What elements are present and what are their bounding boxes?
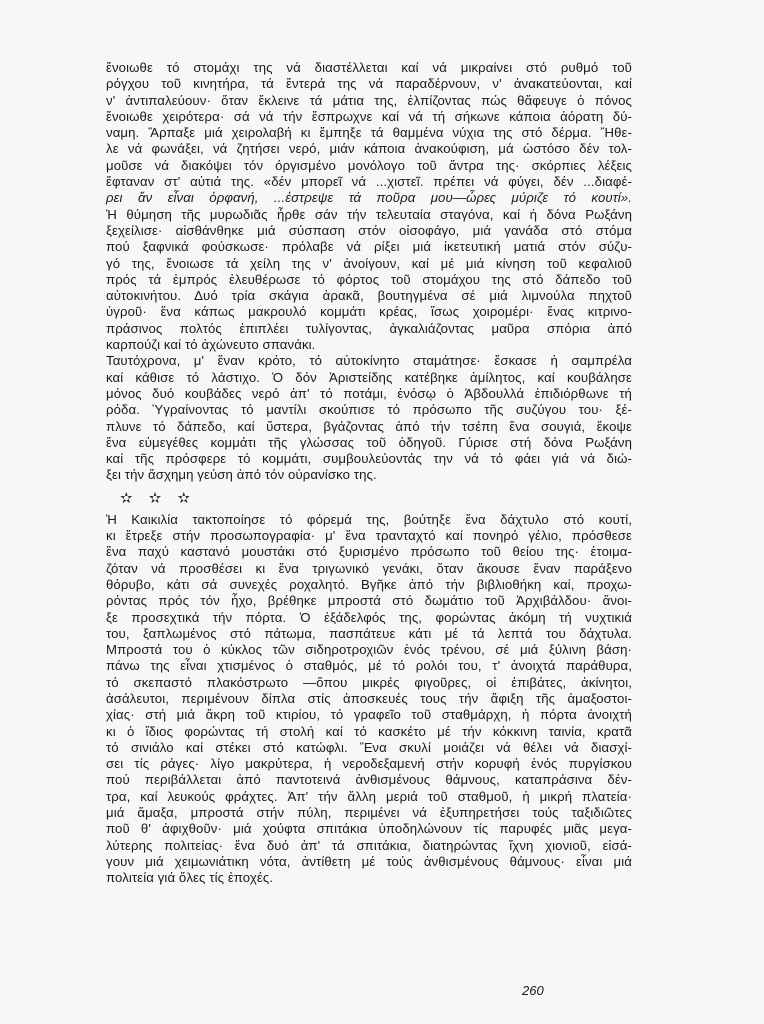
text-line: Μπροστά του ὁ κύκλος τῶν σιδηροτροχιῶν ἑνός τρένου, σέ μιά ξύλινη βάση· [106, 642, 632, 658]
text-line: καί τῆς πρόσφερε τό κομμάτι, συμβουλεύοντάς την νά τό φάει γιά νά διώ- [106, 451, 632, 467]
text-line: αὐτοκινήτου. Δυό τρία σκάγια ἀρακᾶ, βουτηγμένα σέ μιά λιμνούλα πηχτοῦ [106, 288, 632, 304]
text-line: γουν μιά χειμωνιάτικη νότα, ἀντίθετη μέ τούς ἀνθισμένους θάμνους· εἶναι μιά [106, 853, 632, 869]
text-line: ἔφταναν στ' αὐτιά της. «δέν μπορεῖ νά ...χιστεῖ. πρέπει νά φύγει, δέν ...διαφέ- [106, 174, 632, 190]
text-line: τό σκεπαστό πλακόστρωτο —ὅπου μικρές φιγοῦρες, οἱ ἐπιβάτες, ἀκίνητοι, [106, 674, 632, 690]
text-line: πάνω της εἶναι χτισμένος ὁ σταθμός, μέ τό ρολόι του, τ' ἀνοιχτά παράθυρα, [106, 658, 632, 674]
text-line: πολιτεία γιά ὅλες τίς ἐποχές. [106, 870, 274, 886]
text-line: Ἡ θύμηση τῆς μυρωδιᾶς ἦρθε σάν τήν τελευταία σταγόνα, καί ἡ δόνα Ρωξάνη [106, 206, 632, 222]
page-number: 260 [522, 983, 544, 998]
section-break-stars: ✫ ✫ ✫ [120, 489, 197, 507]
text-line: ἕνα παχύ καστανό μουστάκι στό ξυρισμένο πρόσωπο τοῦ θείου της· ἑτοιμα- [106, 544, 632, 560]
text-line: ρόγχου τοῦ κινητήρα, τά ἔντερά της νά παραδέρνουν, ν' ἀνακατεύονται, καί [106, 76, 632, 92]
text-line: τρα, καί λευκούς φράχτες. Ἀπ' τήν ἄλλη μεριά τοῦ σταθμοῦ, ἡ μικρή πλατεία· [106, 788, 632, 804]
text-line: ἀσάλευτοι, περιμένουν δίπλα στίς ἀποσκευές τους τήν ἄφιξη τῆς ἁμαξοστοι- [106, 690, 632, 706]
text-line: πρός τά ἐμπρός ἐλευθέρωσε τό φόρτος τοῦ στομάχου της στό δάπεδο τοῦ [106, 271, 632, 287]
text-line: πράσινος πολτός ἐπιπλέει τυλίγοντας, ἀγκαλιάζοντας μαῦρα σπόρια ἀπό [106, 320, 632, 336]
text-line: θόρυβο, κάτι σά συνεχές ροχαλητό. Βγῆκε ἀπό τήν βιβλιοθήκη καί, προχω- [106, 576, 632, 592]
text-line: μόνος δυό κουβάδες νερό ἀπ' τό ποτάμι, ἐνόσῳ ὁ Ἀβδουλλά ἐπιδιόρθωνε τή [106, 385, 632, 401]
text-line: ἕνα εὐμεγέθες κομμάτι τῆς γλώσσας τοῦ ὁδηγοῦ. Γύρισε στή δόνα Ρωξάνη [106, 434, 632, 450]
text-line: ποῦ θ' ἀφιχθοῦν· μιά χούφτα σπιτάκια ὑποδηλώνουν τίς παρυφές μιᾶς μεγα- [106, 821, 632, 837]
text-block [106, 60, 632, 887]
text-line: πού ξαφνικά φούσκωσε· πρόλαβε νά ρίξει μιά ἱκετευτική ματιά στόν σύζυ- [106, 239, 632, 255]
text-line: λε νά φωνάξει, νά ζητήσει νερό, μιάν κάποια ἀνακούφιση, μά ὡστόσο δέν τολ- [106, 141, 632, 157]
text-line: κι ἔτρεξε στήν προσωπογραφία· μ' ἕνα τρανταχτό καί πονηρό γέλιο, πρόσθεσε [106, 528, 632, 544]
text-line: ξει τήν ἄσχημη γεύση ἀπό τόν οὐρανίσκο της. [106, 467, 377, 483]
text-line: κι ὁ ἴδιος φορώντας τή στολή καί τό κασκέτο μέ τήν κόκκινη ταινία, κρατᾶ [106, 723, 632, 739]
text-line: καρπούζι καί τό ἀχώνευτο σπανάκι. [106, 337, 316, 353]
text-line: λύτερης πολιτείας· ἕνα δυό ἀπ' τά σπιτάκια, διατηρώντας ἴχνη χιονιοῦ, εἰσά- [106, 837, 632, 853]
text-line: μοῦσε νά διακόψει τόν όργισμένο μονόλογο τοῦ ἄντρα της· σκόρπιες λέξεις [106, 157, 632, 173]
text-line: Ταυτόχρονα, μ' ἕναν κρότο, τό αὐτοκίνητο σταμάτησε· ἔσκασε ἡ σαμπρέλα [106, 353, 632, 369]
text-line: ναμη. Ἅρπαξε μιά χειρολαβή κι ἔμπηξε τά θαμμένα νύχια της στό δέρμα. Ἤθε- [106, 125, 632, 141]
text-line: ρει ἄν εἶναι ὀρφανή, ...ἐστρεψε τά ποῦρα μου—ὧρες μύριζε τό κουτί». [106, 190, 632, 206]
text-line: καί κάθισε τό λάστιχο. Ὁ δόν Ἀριστείδης κατέβηκε ἀμίλητος, καί κουβάλησε [106, 369, 632, 385]
text-line: ζόταν νά προσθέσει κι ἕνα τριγωνικό γενάκι, ὅταν ἄκουσε ἕναν παράξενο [106, 560, 632, 576]
text-line: χίας· στή μιά ἄκρη τοῦ κτιρίου, τό γραφεῖο τοῦ σταθμάρχη, ἡ πόρτα ἀνοιχτή [106, 707, 632, 723]
text-line: ἔνοιωθε τό στομάχι της νά διαστέλλεται καί νά μικραίνει στό ρυθμό τοῦ [106, 60, 632, 75]
text-line: ἔνοιωθε χειρότερα· σά νά τήν ἔσπρωχνε καί νά τή σήκωνε κάποια ἀόρατη δύ- [106, 108, 632, 124]
paragraph-2 [106, 353, 632, 483]
text-line: πού περιβάλλεται ἀπό παντοτεινά ἀνθισμένους θάμνους, καταπράσινα δέν- [106, 772, 632, 788]
text-line: ρόντας πρός τόν ἦχο, βρέθηκε μπροστά στό δωμάτιο τοῦ Ἀρχιβάλδου· ἄνοι- [106, 593, 632, 609]
text-line: ν' ἀντιπαλεύουν· ὅταν ἔκλεινε τά μάτια της, ἐλπίζοντας πώς θἄφευγε ὁ πόνος [106, 92, 632, 108]
text-line: σει τίς ράγες· λίγο μακρύτερα, ἡ νεροδεξαμενή στήν κορυφή ἑνός πυργίσκου [106, 756, 632, 772]
text-line: ξε προσεχτικά τήν πόρτα. Ὁ ἐξάδελφός της, φορώντας ἀκόμη τή νυχτικιά [106, 609, 632, 625]
text-line: του, ξαπλωμένος στό πάτωμα, πασπάτευε κάτι μέ τά λεπτά του δάχτυλα. [106, 625, 632, 641]
text-line: πλυνε τό δάπεδο, καί ὕστερα, βγάζοντας ἀπό τήν τσέπη ἕνα σουγιά, ἔκοψε [106, 418, 632, 434]
text-line: ρόδα. Ὑγραίνοντας τό μαντίλι σκούπισε τό πρόσωπο τῆς συζύγου του· ξέ- [106, 402, 632, 418]
text-line: μιά ἅμαξα, μπροστά στήν πύλη, περιμένει νά ἐξυπηρετήσει τούς ταξιδιῶτες [106, 805, 632, 821]
paragraph-1 [106, 60, 632, 353]
text-line: ξεχείλισε· αἰσθάνθηκε μιά σύσπαση στόν οἰσοφάγο, μιά γανάδα στό στόμα [106, 222, 632, 238]
text-line: τό σινιάλο καί στέκει στό κατώφλι. Ἕνα σκυλί μοιάζει νά θέλει νά διασχί- [106, 739, 632, 755]
paragraph-3 [106, 512, 632, 887]
text-line: Ἡ Καικιλία τακτοποίησε τό φόρεμά της, βούτηξε ἕνα δάχτυλο στό κουτί, [106, 511, 632, 527]
text-line: ὑγροῦ· ἕνα κάπως μακρουλό κομμάτι κρέας, ἴσως χοιρομέρι· ἕνας κιτρινο- [106, 304, 632, 320]
text-line: γό της, ἔνοιωσε τά χείλη της ν' ἀνοίγουν, καί μέ μιά κίνηση τοῦ κεφαλιοῦ [106, 255, 632, 271]
